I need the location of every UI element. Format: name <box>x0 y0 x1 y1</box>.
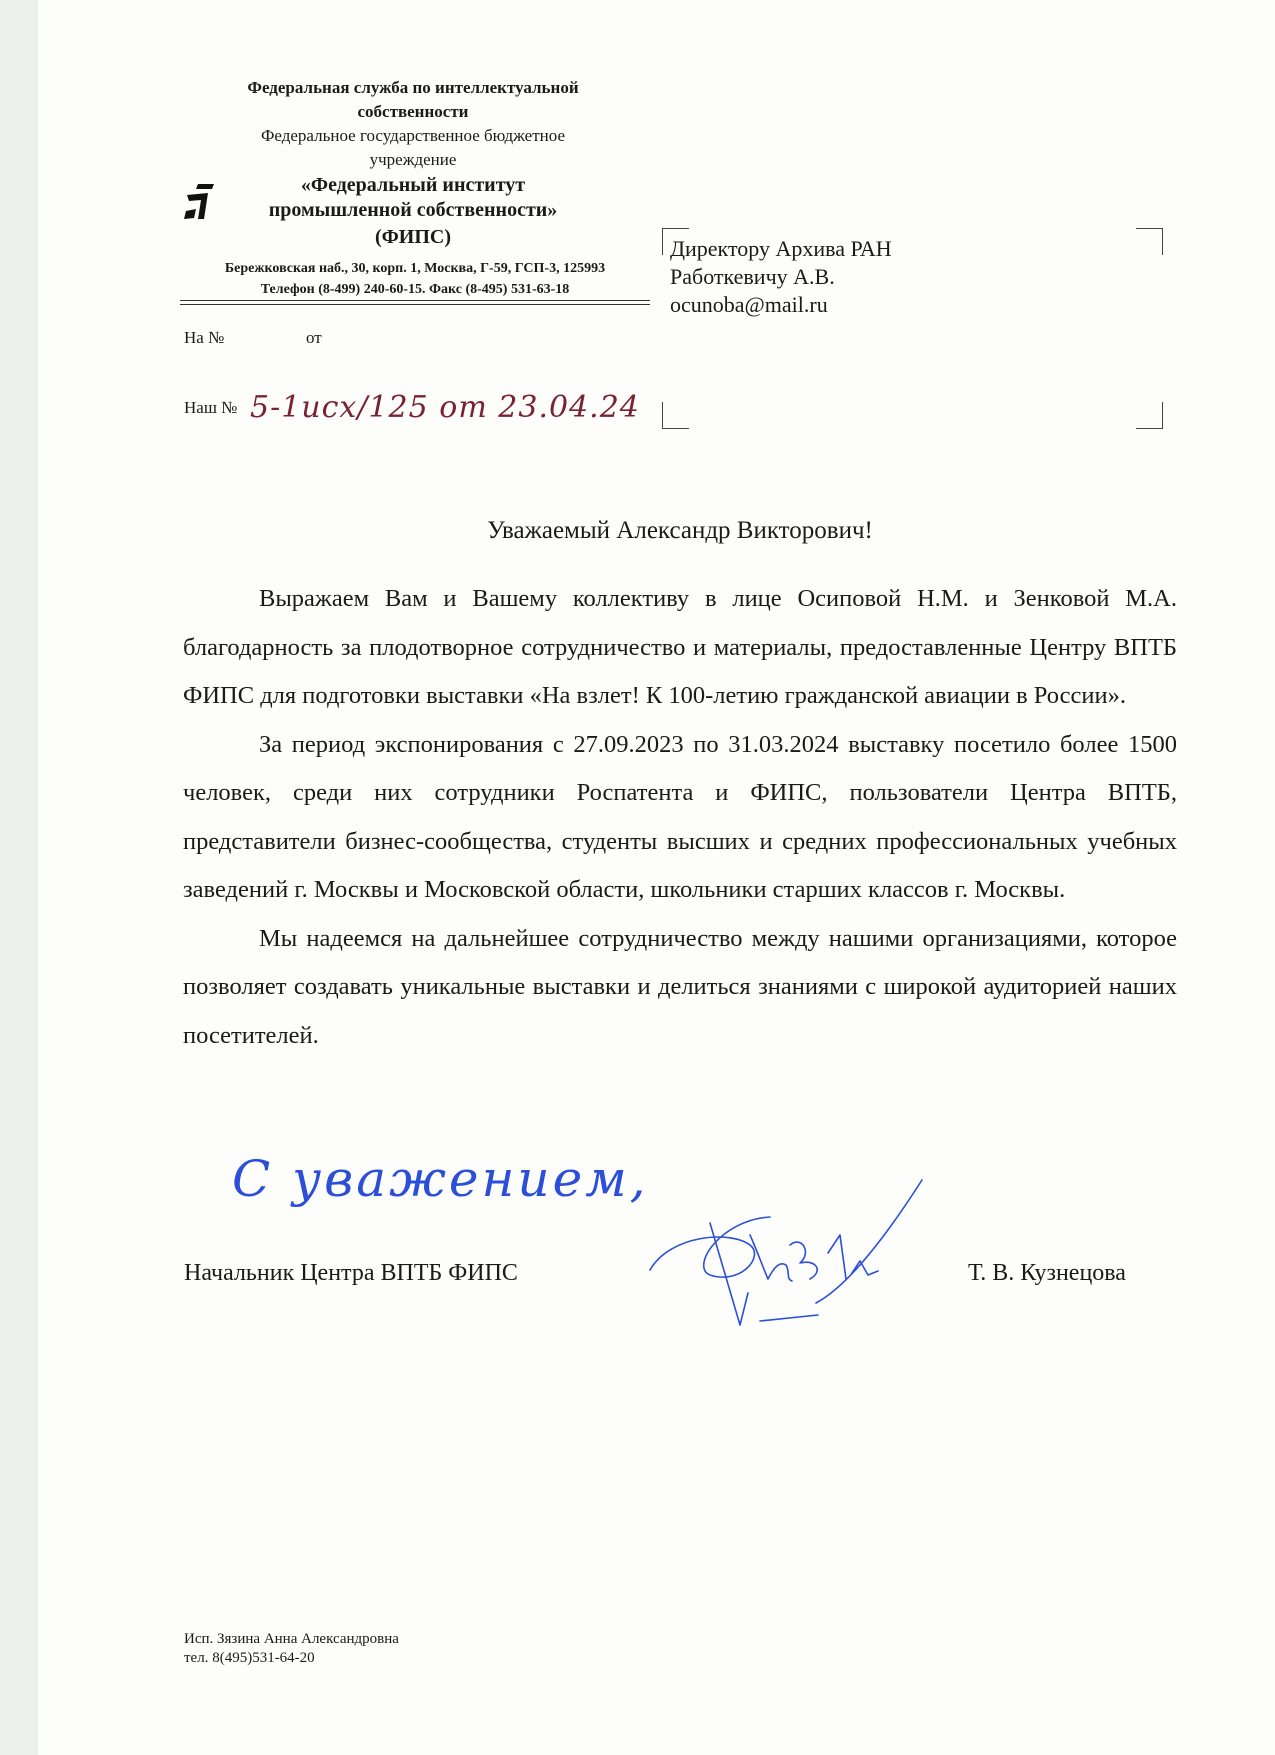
institute-name-line1: «Федеральный институт <box>300 174 526 196</box>
recipient-name: Работкевичу А.В. <box>670 264 835 289</box>
handwritten-signature <box>640 1175 940 1335</box>
body-paragraph-1: Выражаем Вам и Вашему коллективу в лице Осиповой Н.М. и Зенковой М.А. благодарность за плодотворное сотрудничество и материалы, предоставленные Центру ВПТБ ФИПС для подготовки выставки «На взлет! К 100-летию гражданской авиации в России». <box>183 585 1177 709</box>
ref-ot-label: от <box>306 328 322 347</box>
ref-na-label: На № <box>184 328 225 347</box>
org-address: Бережковская наб., 30, корп. 1, Москва, Г-59, ГСП-3, 125993 <box>224 261 606 276</box>
address-corner-top-right <box>1136 228 1163 255</box>
org-type-line2: учреждение <box>369 150 457 169</box>
institute-name-line2: промышленной собственности» <box>268 199 558 221</box>
letter-body <box>183 575 1177 1060</box>
address-corner-bottom-right <box>1136 402 1163 429</box>
salutation: Уважаемый Александр Викторович! <box>487 517 873 544</box>
letterhead-divider-top <box>180 300 650 301</box>
handwritten-closing: С уважением, <box>232 1150 649 1208</box>
org-phones: Телефон (8-499) 240-60-15. Факс (8-495) 531-63-18 <box>260 282 570 297</box>
org-name-line2: собственности <box>357 102 469 121</box>
outgoing-number-handwritten: 5-1исх/125 от 23.04.24 <box>250 390 640 425</box>
org-name-line1: Федеральная служба по интеллектуальной <box>247 78 579 97</box>
ref-nash-label: Наш № <box>184 398 238 417</box>
executor-phone: тел. 8(495)531-64-20 <box>184 1650 315 1666</box>
recipient-email: ocunoba@mail.ru <box>670 292 828 317</box>
executor-name: Исп. Зязина Анна Александровна <box>184 1631 399 1647</box>
address-corner-bottom-left <box>662 402 689 429</box>
org-type-line1: Федеральное государственное бюджетное <box>260 126 566 145</box>
body-paragraph-2: За период экспонирования с 27.09.2023 по 31.03.2024 выставку посетило более 1500 человек, среди них сотрудники Роспатента и ФИПС, пользователи Центра ВПТБ, представители бизнес-сообщества, студенты высших и средних профессиональных учебных заведений г. Москвы и Московской области, школьники старших классов г. Москвы. <box>183 730 1177 903</box>
recipient-position: Директору Архива РАН <box>670 236 892 261</box>
body-paragraph-3: Мы надеемся на дальнейшее сотрудничество между нашими организациями, которое позволяет создавать уникальные выставки и делиться знаниями с широкой аудиторией наших посетителей. <box>183 924 1177 1049</box>
signatory-position: Начальник Центра ВПТБ ФИПС <box>184 1260 518 1286</box>
letterhead-divider-bottom <box>180 304 650 305</box>
signatory-name: Т. В. Кузнецова <box>968 1260 1126 1286</box>
institute-abbr: (ФИПС) <box>374 226 452 248</box>
